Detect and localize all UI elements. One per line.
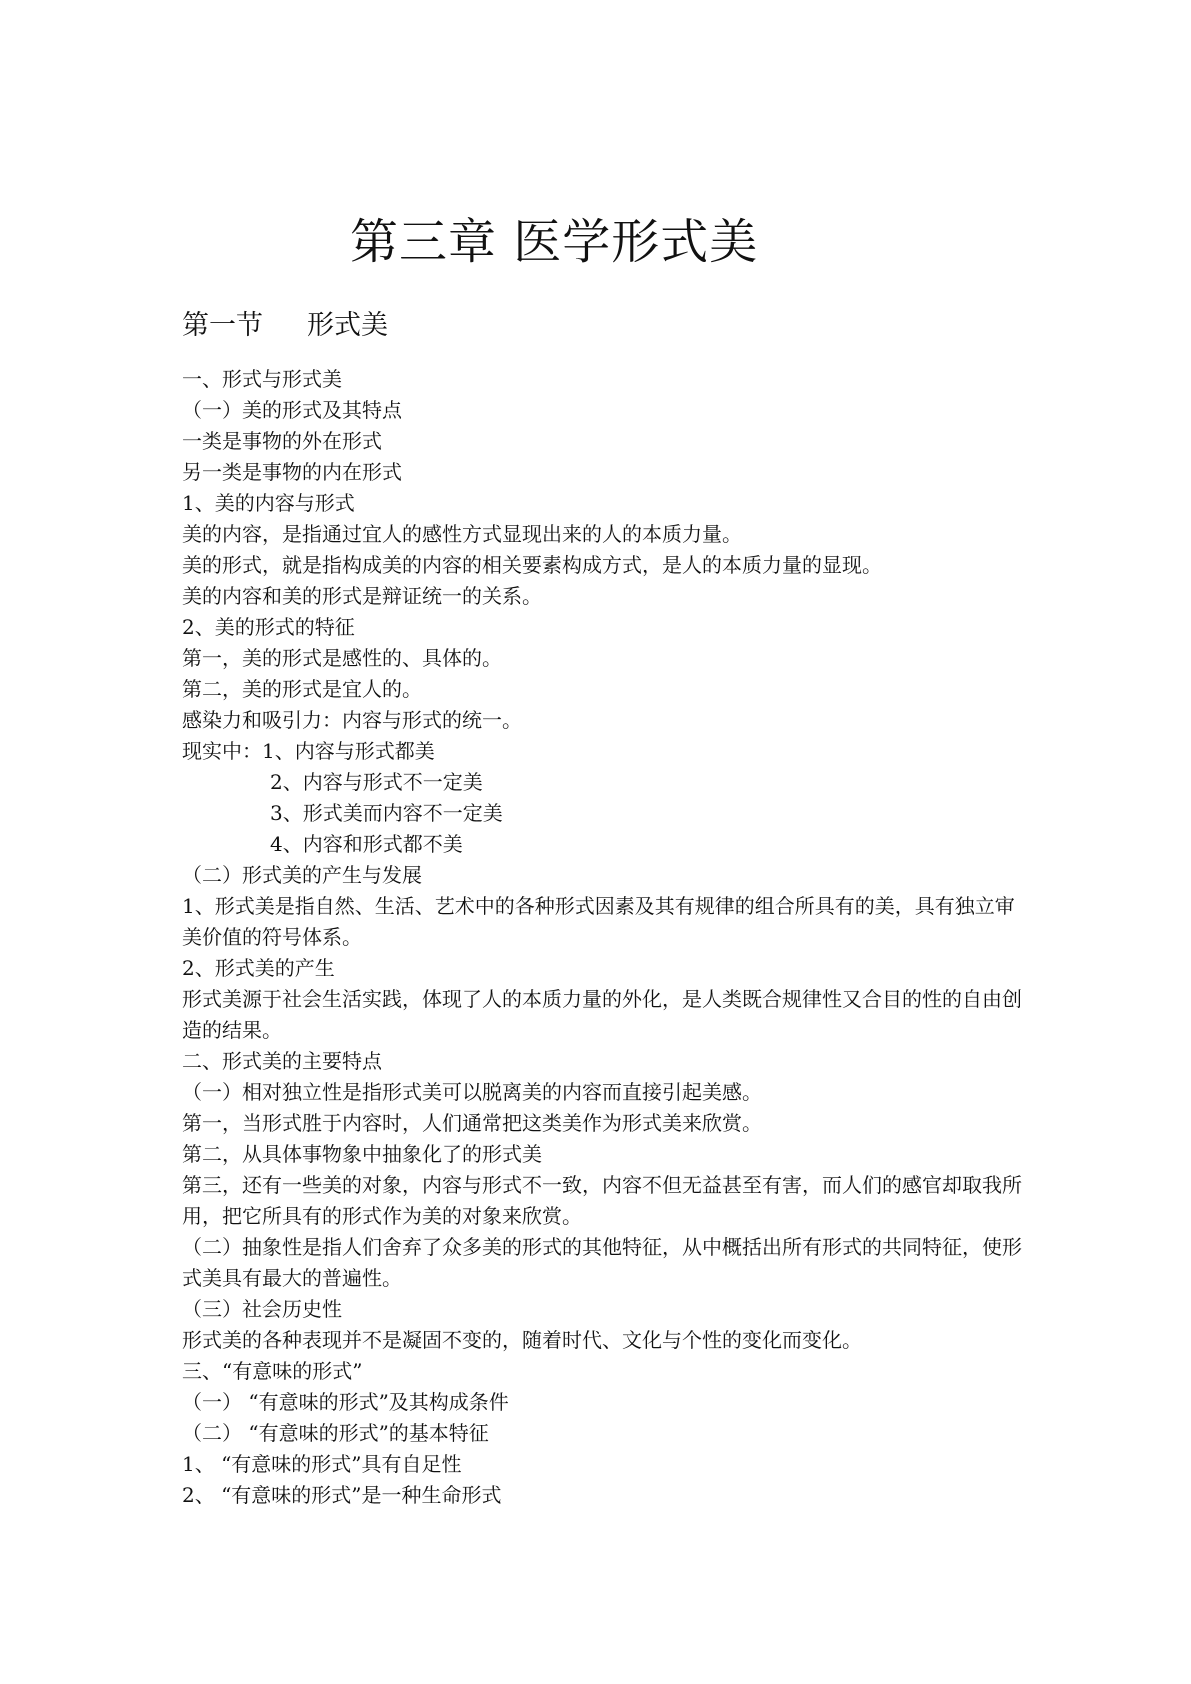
text-line: 形式美的各种表现并不是凝固不变的，随着时代、文化与个性的变化而变化。 bbox=[182, 1328, 862, 1352]
text-line: 二、形式美的主要特点 bbox=[182, 1049, 382, 1073]
text-line: （一） “有意味的形式”及其构成条件 bbox=[182, 1390, 509, 1414]
text-line: 现实中：1、内容与形式都美 bbox=[182, 739, 435, 763]
text-paragraph: 1、形式美是指自然、生活、艺术中的各种形式因素及其有规律的组合所具有的美，具有独立审美价值的符号体系。 bbox=[182, 894, 1015, 949]
text-line: 1、美的内容与形式 bbox=[182, 491, 355, 515]
text-line: 美的内容，是指通过宜人的感性方式显现出来的人的本质力量。 bbox=[182, 522, 742, 546]
body-text bbox=[182, 364, 1022, 1511]
text-line: 4、内容和形式都不美 bbox=[270, 832, 463, 856]
section-heading bbox=[182, 308, 388, 344]
text-line: （一）美的形式及其特点 bbox=[182, 398, 402, 422]
text-line: （二）形式美的产生与发展 bbox=[182, 863, 422, 887]
text-line: 第一，美的形式是感性的、具体的。 bbox=[182, 646, 502, 670]
text-paragraph: 第三，还有一些美的对象，内容与形式不一致，内容不但无益甚至有害，而人们的感官却取我所用，把它所具有的形式作为美的对象来欣赏。 bbox=[182, 1173, 1022, 1228]
text-line: 3、形式美而内容不一定美 bbox=[270, 801, 503, 825]
text-line: 第二，从具体事物象中抽象化了的形式美 bbox=[182, 1142, 542, 1166]
text-line: 2、内容与形式不一定美 bbox=[270, 770, 483, 794]
text-line: 2、 “有意味的形式”是一种生命形式 bbox=[182, 1483, 502, 1507]
text-line: （二） “有意味的形式”的基本特征 bbox=[182, 1421, 489, 1445]
text-line: 一类是事物的外在形式 bbox=[182, 429, 382, 453]
text-line: 感染力和吸引力：内容与形式的统一。 bbox=[182, 708, 522, 732]
text-paragraph: 形式美源于社会生活实践，体现了人的本质力量的外化，是人类既合规律性又合目的性的自由创造的结果。 bbox=[182, 987, 1022, 1042]
text-line: 一、形式与形式美 bbox=[182, 367, 342, 391]
text-line: 2、美的形式的特征 bbox=[182, 615, 355, 639]
text-line: 三、“有意味的形式” bbox=[182, 1359, 363, 1383]
text-line: 美的形式，就是指构成美的内容的相关要素构成方式，是人的本质力量的显现。 bbox=[182, 553, 882, 577]
text-line: 美的内容和美的形式是辩证统一的关系。 bbox=[182, 584, 542, 608]
text-line: 2、形式美的产生 bbox=[182, 956, 335, 980]
text-line: （三）社会历史性 bbox=[182, 1297, 342, 1321]
text-line: 1、 “有意味的形式”具有自足性 bbox=[182, 1452, 462, 1476]
text-line: 第一，当形式胜于内容时，人们通常把这类美作为形式美来欣赏。 bbox=[182, 1111, 762, 1135]
chapter-title: 第三章 医学形式美 bbox=[350, 214, 759, 270]
text-paragraph: （二）抽象性是指人们舍弃了众多美的形式的其他特征，从中概括出所有形式的共同特征，使形式美具有最大的普遍性。 bbox=[182, 1235, 1022, 1290]
section-name: 形式美 bbox=[307, 310, 388, 341]
section-number: 第一节 bbox=[182, 310, 263, 341]
text-line: （一）相对独立性是指形式美可以脱离美的内容而直接引起美感。 bbox=[182, 1080, 762, 1104]
text-line: 另一类是事物的内在形式 bbox=[182, 460, 402, 484]
text-line: 第二，美的形式是宜人的。 bbox=[182, 677, 422, 701]
